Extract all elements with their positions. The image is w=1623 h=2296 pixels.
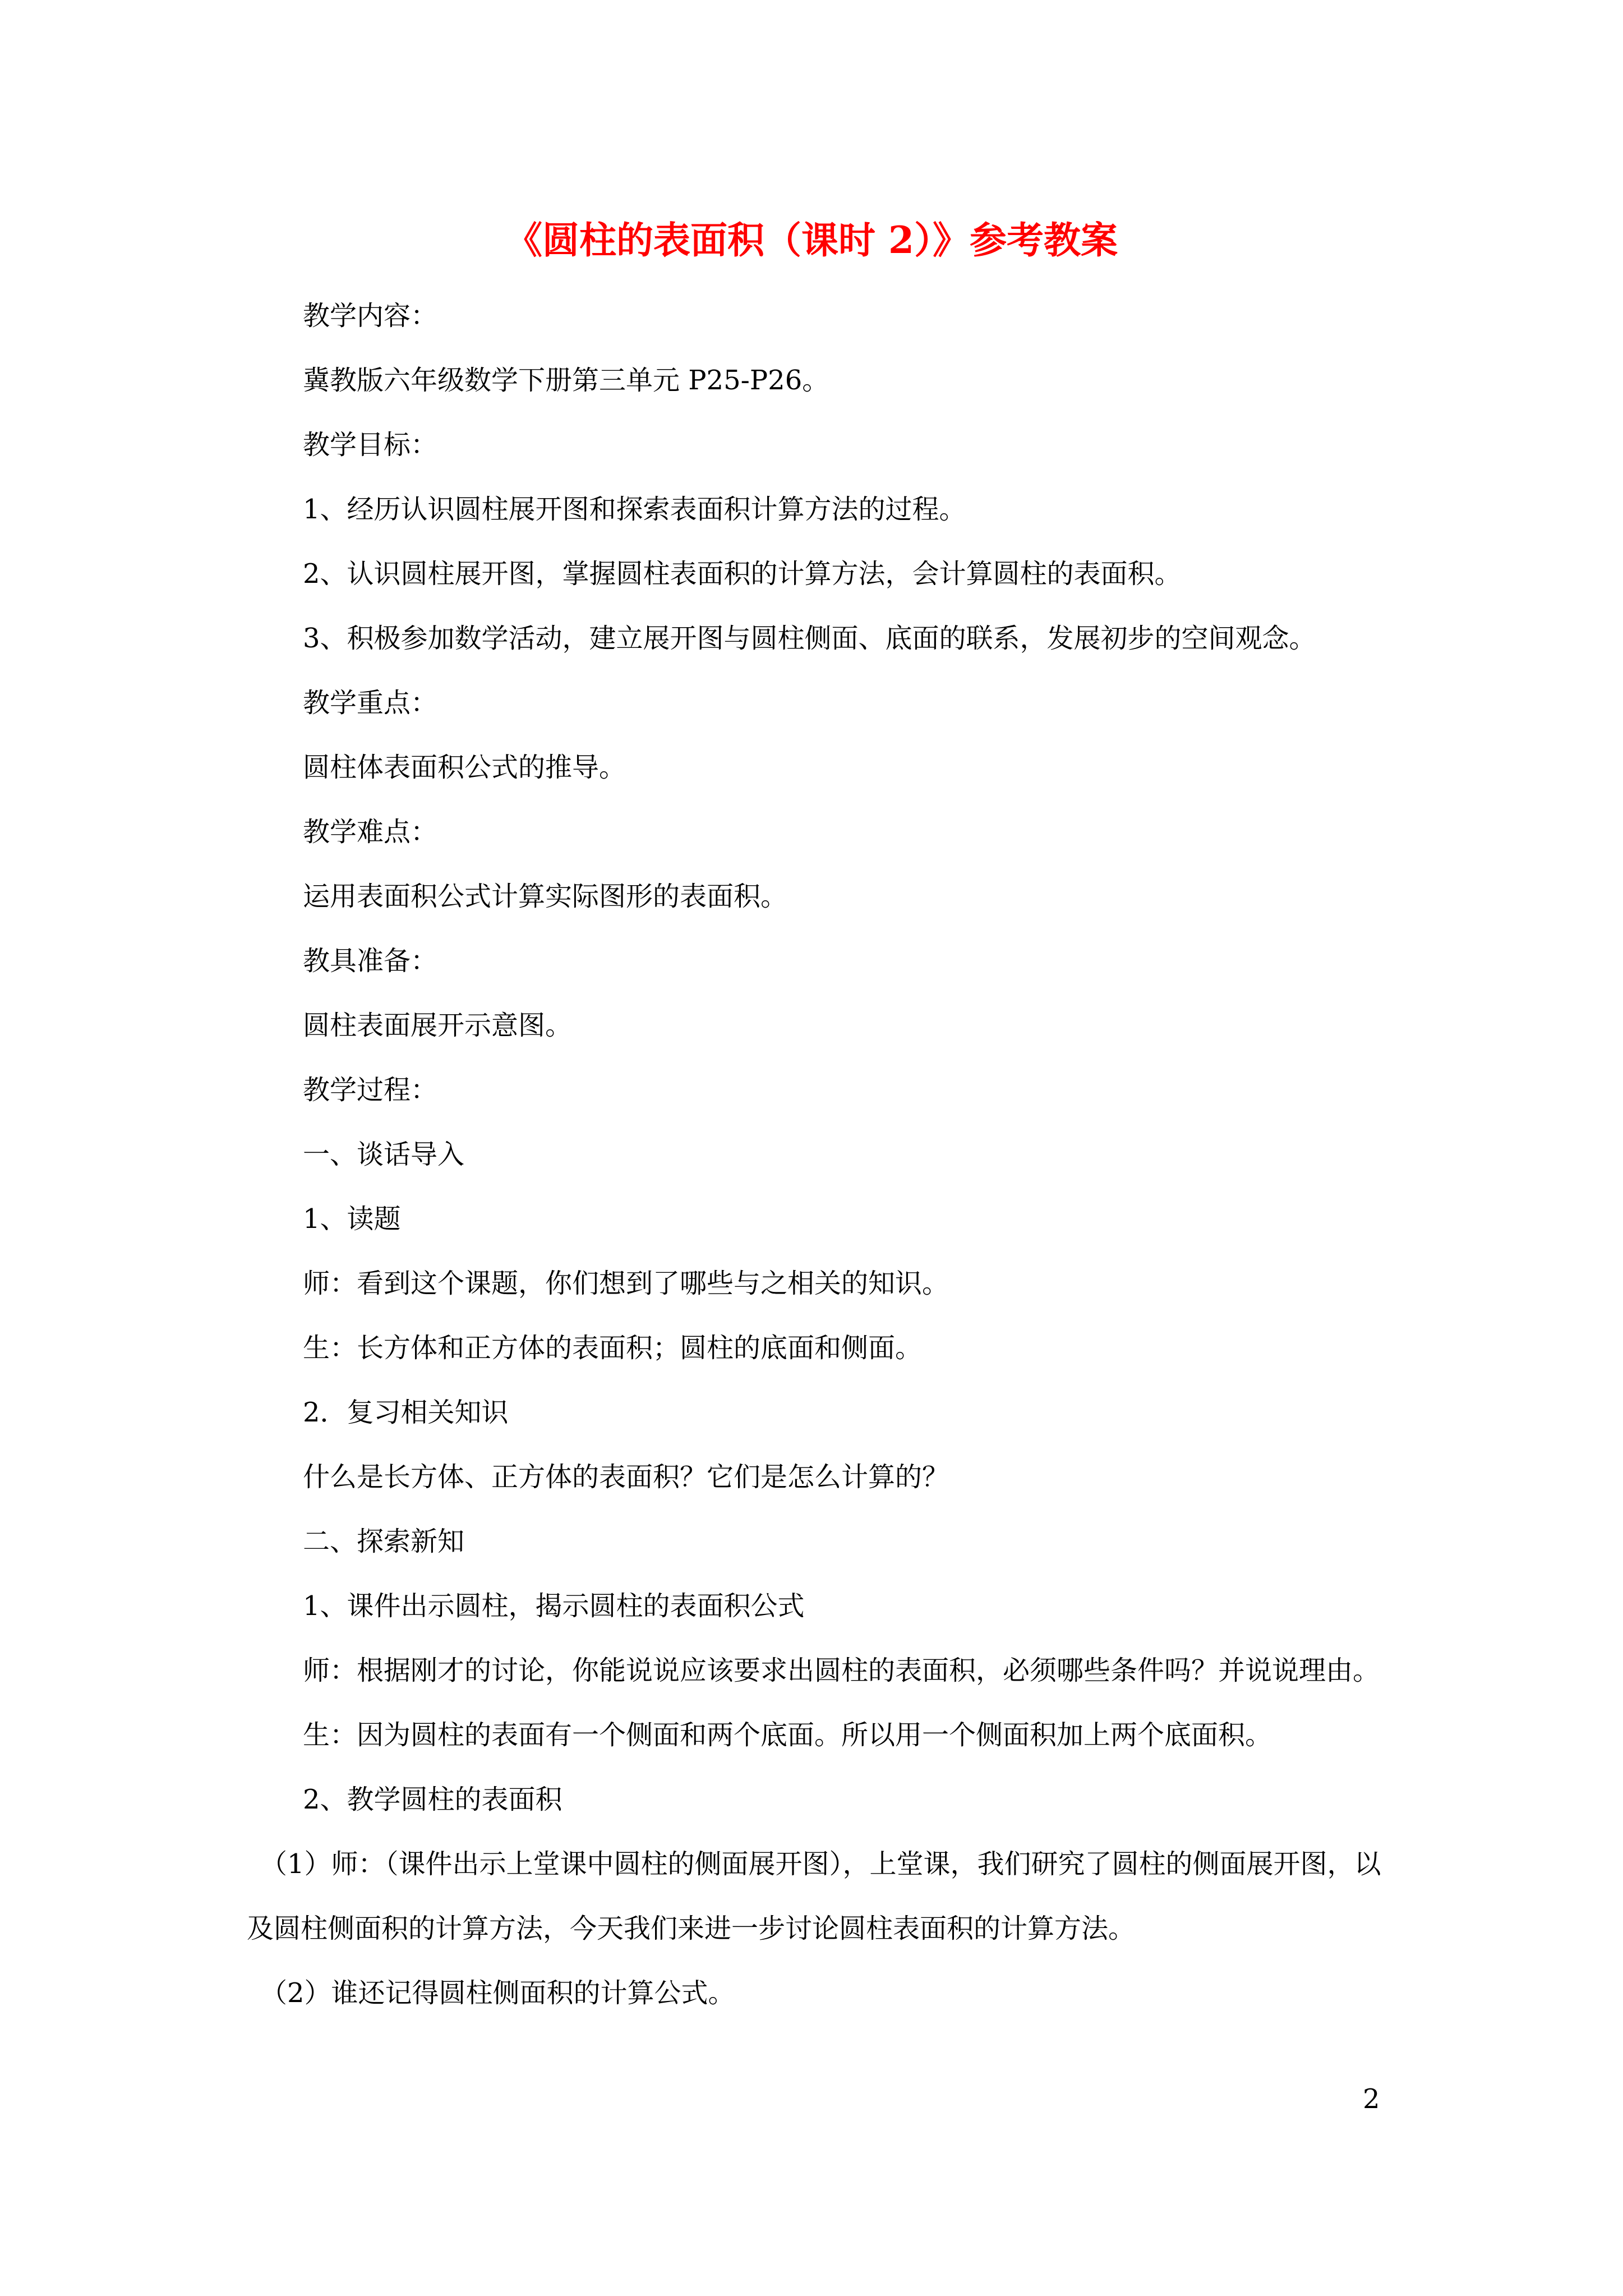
paragraph-key-points-heading: 教学重点： [303,687,438,719]
paragraph-step-surface-area: 2、教学圆柱的表面积 [303,1784,562,1815]
paragraph-goal-3: 3、积极参加数学活动，建立展开图与圆柱侧面、底面的联系，发展初步的空间观念。 [303,623,1316,654]
paragraph-difficulties-heading: 教学难点： [303,816,438,848]
paragraph-teaching-content-heading: 教学内容： [303,300,438,332]
paragraph-difficulties: 运用表面积公式计算实际图形的表面积。 [303,881,788,912]
paragraph-teaching-goals-heading: 教学目标： [303,429,438,461]
paragraph-step-review: 2．复习相关知识 [303,1397,509,1428]
paragraph-key-points: 圆柱体表面积公式的推导。 [303,752,626,783]
paragraph-goal-1: 1、经历认识圆柱展开图和探索表面积计算方法的过程。 [303,494,966,525]
paragraph-step-read-title: 1、读题 [303,1203,401,1235]
paragraph-teacher-explanation: （1）师：（课件出示上堂课中圆柱的侧面展开图），上堂课，我们研究了圆柱的侧面展开图，以及圆柱侧面积的计算方法，今天我们来进一步讨论圆柱表面积的计算方法。 [247,1848,1381,1944]
paragraph-side-area-formula: （2）谁还记得圆柱侧面积的计算公式。 [260,1977,735,2009]
paragraph-teaching-content: 冀教版六年级数学下册第三单元 P25-P26。 [303,365,829,396]
paragraph-step-show-cylinder: 1、课件出示圆柱，揭示圆柱的表面积公式 [303,1590,805,1622]
paragraph-teacher-question: 师：看到这个课题，你们想到了哪些与之相关的知识。 [303,1268,949,1299]
paragraph-materials: 圆柱表面展开示意图。 [303,1010,573,1041]
paragraph-materials-heading: 教具准备： [303,945,438,977]
paragraph-student-reason: 生：因为圆柱的表面有一个侧面和两个底面。所以用一个侧面积加上两个底面积。 [303,1719,1272,1751]
paragraph-goal-2: 2、认识圆柱展开图，掌握圆柱表面积的计算方法，会计算圆柱的表面积。 [303,558,1182,590]
paragraph-student-answer: 生：长方体和正方体的表面积；圆柱的底面和侧面。 [303,1332,923,1364]
paragraph-review-question: 什么是长方体、正方体的表面积？它们是怎么计算的？ [303,1461,949,1493]
paragraph-teacher-discussion: 师：根据刚才的讨论，你能说说应该要求出圆柱的表面积，必须哪些条件吗？并说说理由。 [303,1655,1380,1686]
paragraph-section-2: 二、探索新知 [303,1526,465,1557]
paragraph-section-1: 一、谈话导入 [303,1139,465,1170]
paragraph-process-heading: 教学过程： [303,1074,438,1106]
page-number: 2 [1363,2083,1380,2115]
document-body [247,284,1385,2026]
document-title: 《圆柱的表面积（课时 2）》参考教案 [505,218,1118,262]
